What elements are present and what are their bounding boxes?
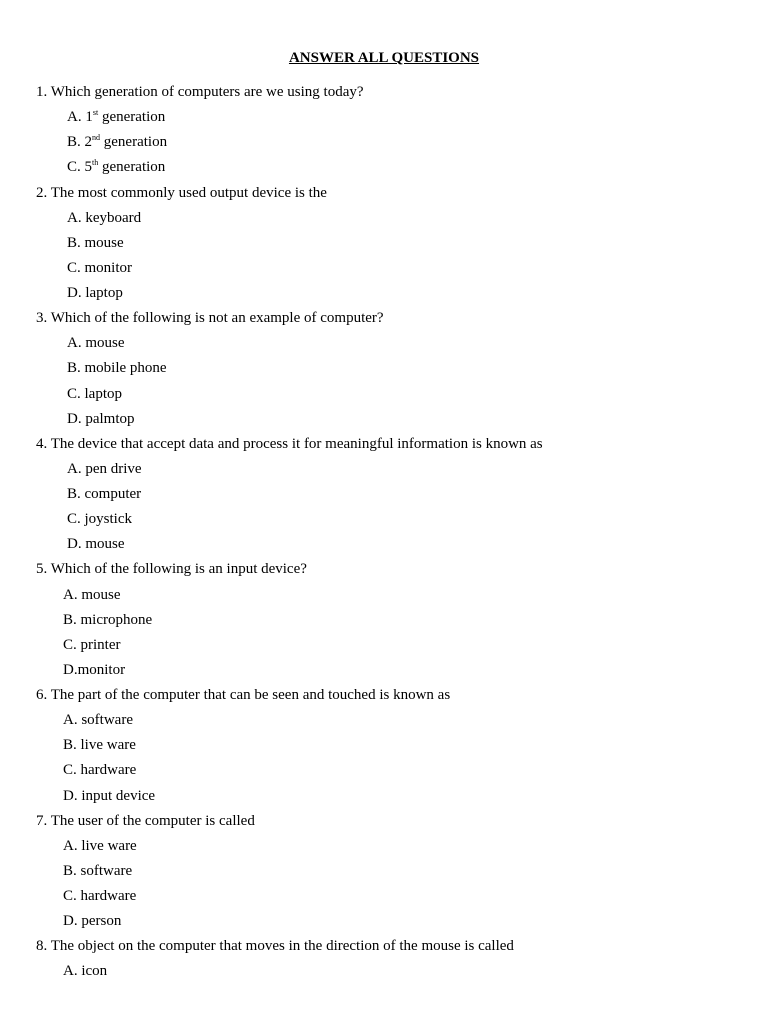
- question-text: 2. The most commonly used output device is the: [36, 184, 327, 201]
- question-7: [36, 811, 736, 937]
- question-text: 5. Which of the following is an input device?: [36, 561, 307, 578]
- option-b: B. microphone: [63, 611, 153, 628]
- option-b: B. mobile phone: [67, 360, 167, 377]
- option-a: A. mouse: [63, 586, 121, 603]
- question-text: 6. The part of the computer that can be seen and touched is known as: [36, 687, 451, 703]
- option-text: A. 1: [67, 109, 93, 126]
- question-6: [36, 685, 736, 811]
- option-a: A. icon: [63, 963, 108, 980]
- option-c: C. printer: [63, 636, 121, 653]
- option-a: A. mouse: [67, 335, 125, 352]
- option-text-tail: generation: [98, 159, 166, 176]
- option-a: A. software: [63, 712, 133, 729]
- option-b: B. software: [63, 862, 133, 879]
- ordinal-suffix: st: [92, 108, 99, 118]
- option-d: D.monitor: [63, 661, 126, 678]
- question-5: [36, 559, 736, 685]
- option-c: [36, 157, 736, 182]
- option-c: C. joystick: [67, 511, 133, 528]
- question-list: [36, 82, 736, 987]
- question-text: 4. The device that accept data and process it for meaningful information is known as: [36, 435, 543, 452]
- option-c: C. monitor: [67, 259, 133, 276]
- question-text: 7. The user of the computer is called: [36, 812, 255, 829]
- ordinal-suffix: th: [92, 158, 99, 168]
- option-text: B. 2: [67, 134, 93, 151]
- option-b: [36, 132, 736, 157]
- ordinal-suffix: nd: [92, 133, 101, 143]
- question-text: 3. Which of the following is not an example of computer?: [36, 310, 384, 327]
- option-text-tail: generation: [98, 109, 166, 126]
- option-d: D. input device: [63, 787, 156, 804]
- option-text: C. 5: [67, 159, 93, 176]
- option-text-tail: generation: [100, 134, 168, 151]
- question-8: [36, 936, 736, 986]
- option-b: B. mouse: [67, 234, 124, 251]
- option-d: D. person: [63, 913, 122, 930]
- page-title: ANSWER ALL QUESTIONS: [288, 50, 480, 66]
- question-1: [36, 82, 736, 183]
- question-3: [36, 308, 736, 434]
- question-2: [36, 183, 736, 309]
- question-4: [36, 434, 736, 560]
- option-d: D. mouse: [67, 536, 125, 553]
- option-d: D. laptop: [67, 285, 123, 301]
- question-text: 1. Which generation of computers are we using today?: [36, 84, 364, 100]
- option-a: [36, 107, 736, 132]
- option-c: C. laptop: [67, 385, 122, 402]
- option-a: A. keyboard: [67, 209, 142, 226]
- option-d: D. palmtop: [67, 410, 135, 427]
- question-text: 8. The object on the computer that moves in the direction of the mouse is called: [36, 938, 514, 955]
- option-b: B. live ware: [63, 737, 136, 754]
- option-a: A. pen drive: [67, 460, 142, 477]
- option-c: C. hardware: [63, 888, 137, 904]
- option-b: B. computer: [67, 486, 142, 502]
- option-c: C. hardware: [63, 762, 137, 779]
- option-a: A. live ware: [63, 837, 137, 854]
